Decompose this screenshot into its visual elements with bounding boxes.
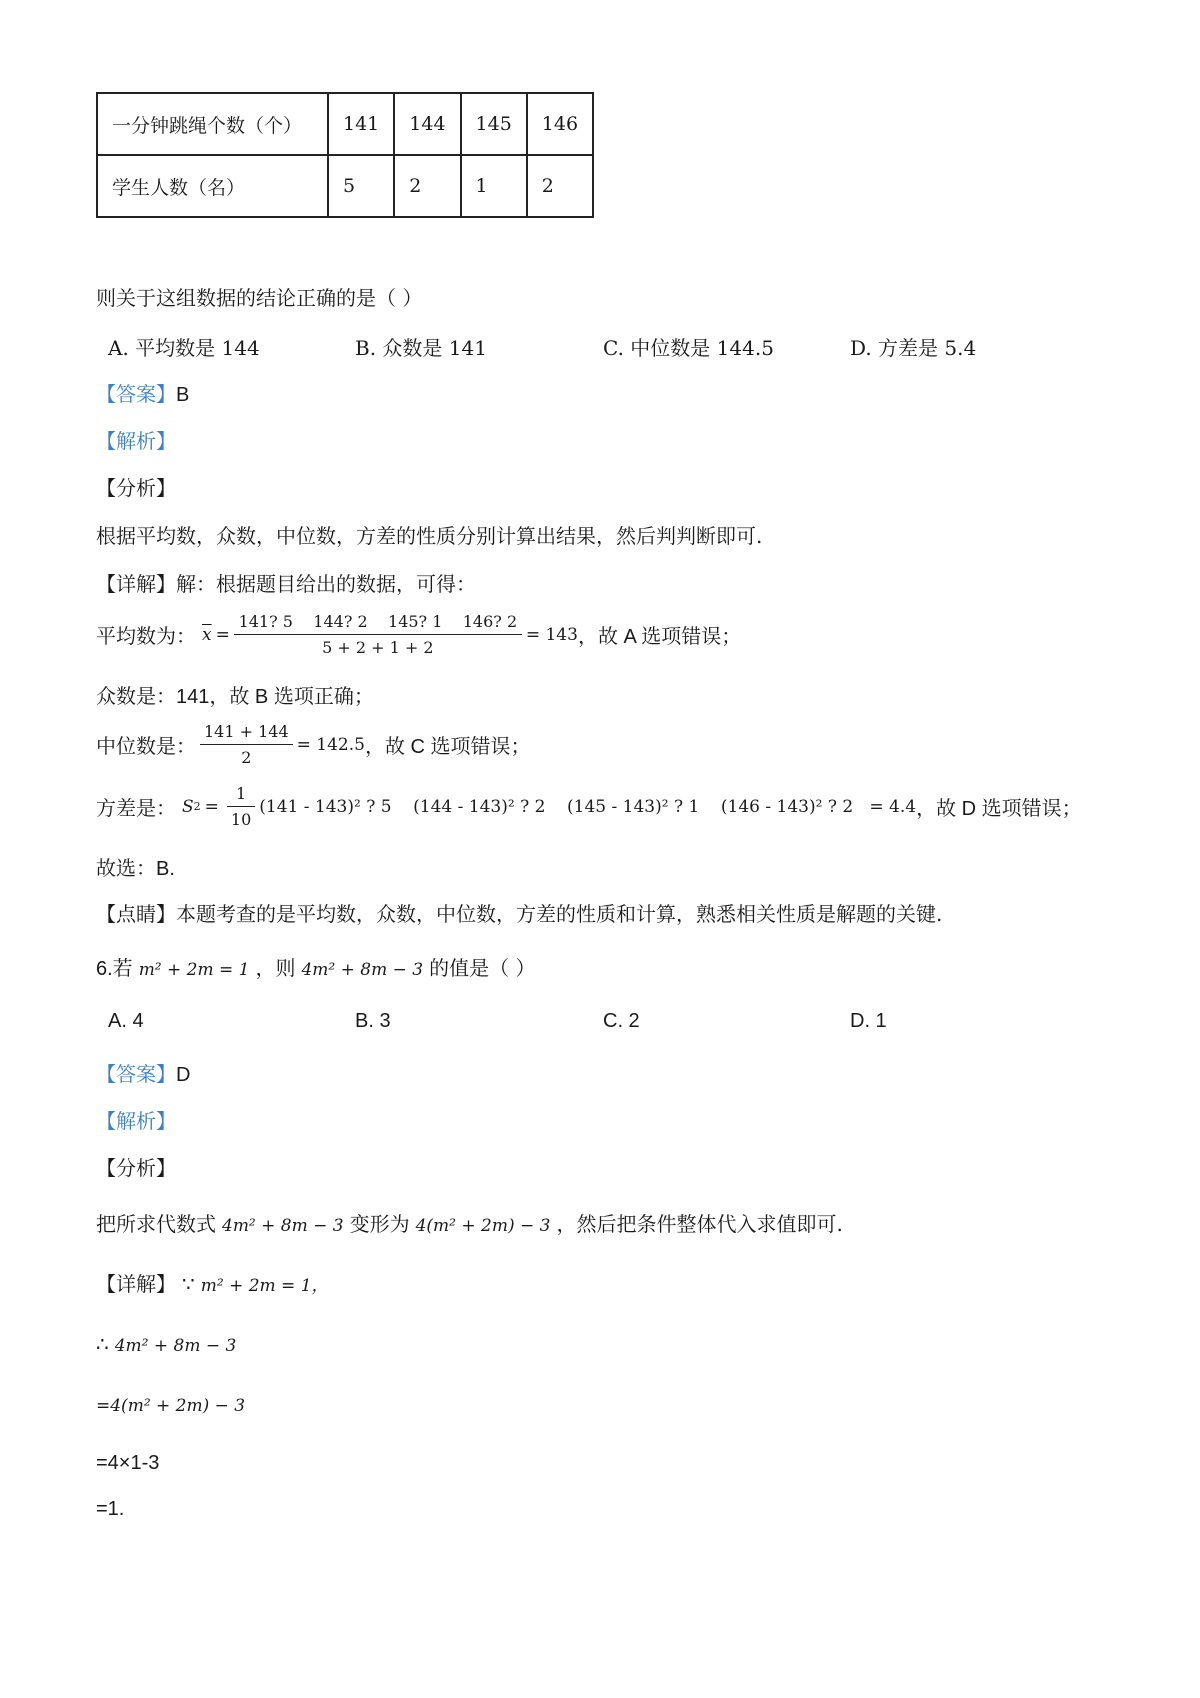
jump-rope-table: [96, 92, 594, 218]
q6-option-b: B. 3: [355, 1010, 391, 1032]
q6-mid: ，则: [255, 956, 296, 980]
variance-label: 方差是：: [96, 796, 176, 820]
variance-body: (141 - 143)² ? 5 (144 - 143)² ? 2 (145 - 143)² ? 1 (146 - 143)² ? 2 = 4.4: [259, 796, 917, 817]
question6-stem: [96, 952, 535, 981]
q6-xiangjie-tag: 【详解】: [96, 1272, 176, 1296]
median-numerator: 141 + 144: [200, 722, 293, 745]
mean-xbar: $\overline{x}$: [202, 624, 212, 645]
mean-line: 平均数为： $\overline{x}$ = $\frac{141? 5 144? 2 145? 1 146? 2}{5 + 2 + 1 + 2}$ = 143 ，故 A 选项错误；: [96, 612, 742, 657]
option-c: C. 中位数是 144.5: [603, 336, 774, 360]
question-stem: 则关于这组数据的结论正确的是（ ）: [96, 286, 423, 310]
q6-option-c: C. 2: [603, 1010, 640, 1032]
table-cell: 146: [527, 93, 593, 155]
fenxi-text: 根据平均数，众数，中位数，方差的性质分别计算出结果，然后判判断即可.: [96, 524, 763, 548]
median-comment: ，故 C 选项错误；: [364, 736, 531, 758]
option-d: D. 方差是 5.4: [850, 336, 977, 360]
q6-option-d: D. 1: [850, 1010, 887, 1032]
dianjing-text: 【点睛】本题考查的是平均数，众数，中位数，方差的性质和计算，熟悉相关性质是解题的关键.: [96, 902, 943, 926]
median-line: [96, 722, 531, 767]
q6-suffix: 的值是（ ）: [429, 956, 536, 980]
median-denominator: 2: [241, 748, 252, 767]
mean-numerator: 141? 5 144? 2 145? 1 146? 2: [234, 612, 522, 635]
table-header-label: 一分钟跳绳个数（个）: [97, 93, 328, 155]
q6-fenxi-suffix: ，然后把条件整体代入求值即可.: [556, 1212, 843, 1236]
q6-step-1: [96, 1332, 236, 1356]
q6-answer-line: [96, 1058, 190, 1087]
q6-fenxi-expr2: 4(m² + 2m) − 3: [415, 1216, 551, 1236]
variance-eq: =: [204, 796, 219, 817]
table-cell: 145: [461, 93, 527, 155]
table-cell: 1: [461, 155, 527, 217]
q6-fenxi-line: [96, 1208, 843, 1237]
variance-line: 方差是： S 2 = $\frac{1}{10}$ (141 - 143)² ? 5 (144 - 143)² ? 2 (145 - 143)² ? 1 (146 - 143)² ? 2 = 4.4 ，故 D 选项错误；: [96, 784, 1082, 829]
table-cell: 2: [527, 155, 593, 217]
q6-step1-expr: 4m² + 8m − 3: [114, 1336, 237, 1356]
mode-line: 众数是：141，故 B 选项正确；: [96, 686, 374, 708]
variance-s: S: [182, 796, 194, 817]
xiangjie-text: 【详解】解：根据题目给出的数据，可得：: [96, 572, 476, 596]
q6-expression: 4m² + 8m − 3: [301, 960, 424, 980]
table-row: [97, 93, 593, 155]
q6-step-3: =4×1-3: [96, 1452, 160, 1474]
mean-denominator: 5 + 2 + 1 + 2: [322, 638, 434, 657]
choose-line: 故选：B.: [96, 858, 175, 880]
q6-answer-tag: 【答案】: [96, 1062, 176, 1086]
table-cell: 5: [328, 155, 394, 217]
option-b: B. 众数是 141: [355, 336, 487, 360]
mean-result: = 143: [525, 624, 578, 645]
q6-step-4: =1.: [96, 1498, 125, 1520]
because-symbol: ∵: [182, 1272, 195, 1296]
table-row-label: 学生人数（名）: [97, 155, 328, 217]
q6-fenxi-mid: 变形为: [349, 1212, 410, 1236]
variance-comment: ，故 D 选项错误；: [916, 798, 1082, 820]
option-a: A. 平均数是 144: [108, 336, 260, 360]
answer-line: [96, 378, 189, 407]
therefore-symbol: ∴: [96, 1332, 109, 1356]
q6-fenxi-prefix: 把所求代数式: [96, 1212, 216, 1236]
q6-fenxi-tag: 【分析】: [96, 1156, 176, 1180]
q6-answer-value: D: [176, 1064, 191, 1086]
q6-xiangjie-line: [96, 1268, 329, 1297]
table-cell: 141: [328, 93, 394, 155]
variance-frac-d: 10: [230, 810, 252, 829]
mean-fraction: [234, 612, 522, 657]
q6-condition: m² + 2m = 1: [138, 960, 250, 980]
q6-option-a: A. 4: [108, 1010, 144, 1032]
variance-fraction: [227, 784, 255, 829]
q6-fenxi-expr1: 4m² + 8m − 3: [222, 1216, 344, 1236]
q6-step-2: =4(m² + 2m) − 3: [96, 1396, 246, 1416]
median-result: = 142.5: [296, 734, 365, 755]
median-label: 中位数是：: [96, 734, 196, 758]
jiexi-tag: 【解析】: [96, 429, 176, 453]
q6-jiexi-tag: 【解析】: [96, 1109, 176, 1133]
answer-tag: 【答案】: [96, 382, 176, 406]
table-cell: 2: [394, 155, 460, 217]
mean-comment: ，故 A 选项错误；: [577, 626, 742, 648]
mean-label: 平均数为：: [96, 624, 196, 648]
variance-frac-n: 1: [227, 784, 255, 807]
fenxi-tag: 【分析】: [96, 476, 176, 500]
q6-prefix: 6.若: [96, 958, 133, 980]
table-row: [97, 155, 593, 217]
q6-cond: m² + 2m = 1，: [200, 1276, 329, 1296]
table-cell: 144: [394, 93, 460, 155]
median-fraction: [200, 722, 293, 767]
answer-value: B: [176, 384, 190, 406]
